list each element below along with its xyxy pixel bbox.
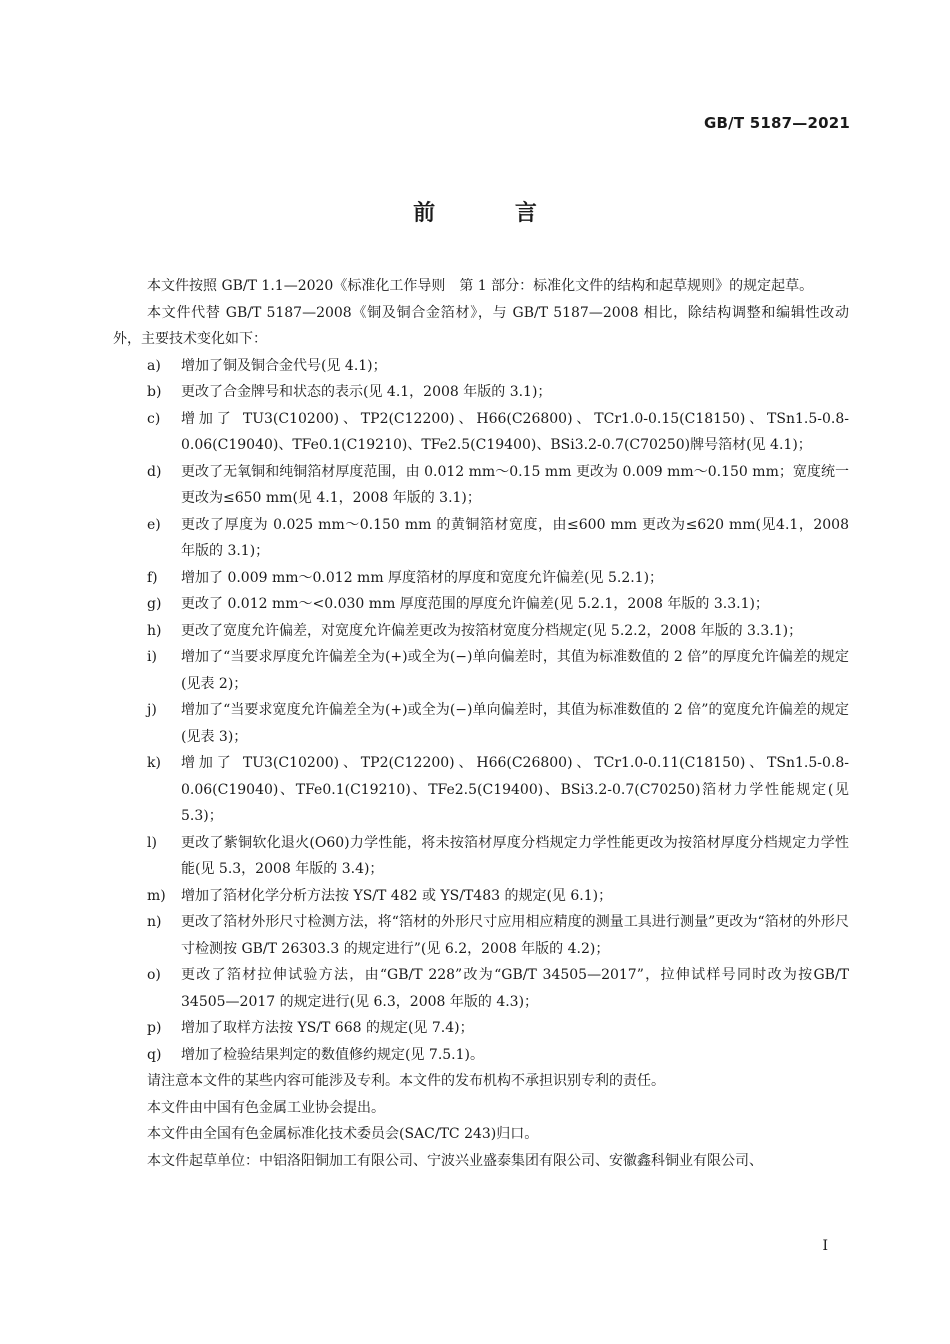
paragraph-proposed-by: 本文件由中国有色金属工业协会提出。 bbox=[147, 1099, 385, 1116]
item-text: 增加了 0.009 mm～0.012 mm 厚度箔材的厚度和宽度允许偏差(见 5.2.1)； bbox=[181, 569, 664, 586]
change-item-o bbox=[113, 962, 849, 1015]
change-item-p bbox=[113, 1015, 849, 1042]
item-label: m) bbox=[147, 887, 166, 904]
item-text: 更改了箔材拉伸试验方法，由“GB/T 228”改为“GB/T 34505—2017”，拉伸试样号同时改为按GB/T 34505—2017 的规定进行(见 6.3，2008 年版的 4.3)； bbox=[181, 967, 849, 1010]
item-text: 增加了铜及铜合金代号(见 4.1)； bbox=[181, 357, 387, 374]
item-text: 更改了合金牌号和状态的表示(见 4.1，2008 年版的 3.1)； bbox=[181, 384, 552, 400]
item-label: i) bbox=[147, 649, 157, 665]
item-text: 更改了厚度为 0.025 mm～0.150 mm 的黄铜箔材宽度，由≤600 mm 更改为≤620 mm(见4.1，2008 年版的 3.1)； bbox=[181, 516, 849, 559]
change-item-e bbox=[113, 512, 849, 565]
item-label: n) bbox=[147, 914, 162, 930]
item-text: 更改了宽度允许偏差，对宽度允许偏差更改为按箔材宽度分档规定(见 5.2.2，2008 年版的 3.3.1)； bbox=[181, 622, 803, 639]
change-item-n bbox=[113, 909, 849, 962]
item-text: 增加了“当要求厚度允许偏差全为(+)或全为(−)单向偏差时，其值为标准数值的 2 倍”的厚度允许偏差的规定(见表 2)； bbox=[181, 649, 849, 692]
page-title: 前 言 bbox=[413, 201, 573, 226]
paragraph-drafting-units: 本文件起草单位：中铝洛阳铜加工有限公司、宁波兴业盛泰集团有限公司、安徽鑫科铜业有限公司、 bbox=[147, 1152, 763, 1169]
item-text: 增加了“当要求宽度允许偏差全为(+)或全为(−)单向偏差时，其值为标准数值的 2 倍”的宽度允许偏差的规定(见表 3)； bbox=[181, 702, 849, 745]
page-number: I bbox=[822, 1238, 828, 1254]
item-text: 增加了 TU3(C10200)、TP2(C12200)、H66(C26800)、TCr1.0-0.11(C18150)、TSn1.5-0.8-0.06(C19040)、TFe0.1(C19210)、TFe2.5(C19400)、BSi3.2-0.7(C70250)箔材力学性能规定(见5.3)； bbox=[181, 755, 849, 824]
document-body bbox=[113, 273, 849, 1174]
change-item-f bbox=[113, 565, 849, 592]
paragraph-replacement: 本文件代替 GB/T 5187—2008《铜及铜合金箔材》，与 GB/T 5187—2008 相比，除结构调整和编辑性改动外，主要技术变化如下： bbox=[113, 304, 849, 347]
item-label: k) bbox=[147, 755, 161, 771]
item-label: c) bbox=[147, 410, 161, 427]
item-text: 更改了 0.012 mm～<0.030 mm 厚度范围的厚度允许偏差(见 5.2.1，2008 年版的 3.3.1)； bbox=[181, 596, 769, 612]
item-label: f) bbox=[147, 569, 158, 586]
item-label: p) bbox=[147, 1020, 162, 1036]
item-text: 增加了取样方法按 YS/T 668 的规定(见 7.4)； bbox=[181, 1020, 474, 1036]
paragraph-patent-notice: 请注意本文件的某些内容可能涉及专利。本文件的发布机构不承担识别专利的责任。 bbox=[147, 1073, 665, 1089]
item-label: q) bbox=[147, 1046, 162, 1063]
item-label: b) bbox=[147, 384, 162, 400]
item-label: l) bbox=[147, 834, 157, 851]
change-item-k bbox=[113, 750, 849, 830]
change-item-c bbox=[113, 406, 849, 459]
standard-number: GB/T 5187—2021 bbox=[704, 114, 850, 132]
paragraph-centralized-by: 本文件由全国有色金属标准化技术委员会(SAC/TC 243)归口。 bbox=[147, 1126, 539, 1142]
item-text: 更改了箔材外形尺寸检测方法，将“箔材的外形尺寸应用相应精度的测量工具进行测量”更改为“箔材的外形尺寸检测按 GB/T 26303.3 的规定进行”(见 6.2，2008 年版的 4.2)； bbox=[181, 914, 849, 957]
change-item-h bbox=[113, 618, 849, 645]
item-text: 增加了箔材化学分析方法按 YS/T 482 或 YS/T483 的规定(见 6.1)； bbox=[181, 887, 613, 904]
item-text: 增加了检验结果判定的数值修约规定(见 7.5.1)。 bbox=[181, 1046, 484, 1063]
change-item-g bbox=[113, 591, 849, 618]
item-text: 更改了紫铜软化退火(O60)力学性能，将未按箔材厚度分档规定力学性能更改为按箔材厚度分档规定力学性能(见 5.3，2008 年版的 3.4)； bbox=[181, 834, 849, 877]
item-text: 更改了无氧铜和纯铜箔材厚度范围，由 0.012 mm～0.15 mm 更改为 0.009 mm～0.150 mm；宽度统一更改为≤650 mm(见 4.1，2008 年版的 3.1)； bbox=[181, 463, 849, 506]
change-item-b bbox=[113, 379, 849, 406]
item-label: h) bbox=[147, 622, 162, 639]
item-text: 增加了 TU3(C10200)、TP2(C12200)、H66(C26800)、TCr1.0-0.15(C18150)、TSn1.5-0.8-0.06(C19040)、TFe0.1(C19210)、TFe2.5(C19400)、BSi3.2-0.7(C70250)牌号箔材(见 4.1)； bbox=[181, 410, 849, 453]
change-item-m bbox=[113, 883, 849, 910]
paragraph-drafting-rules: 本文件按照 GB/T 1.1—2020《标准化工作导则 第 1 部分：标准化文件的结构和起草规则》的规定起草。 bbox=[147, 278, 814, 294]
item-label: e) bbox=[147, 516, 161, 533]
change-item-q bbox=[113, 1042, 849, 1069]
item-label: d) bbox=[147, 463, 162, 480]
change-item-l bbox=[113, 830, 849, 883]
change-item-a bbox=[113, 353, 849, 380]
item-label: o) bbox=[147, 967, 161, 983]
change-item-d bbox=[113, 459, 849, 512]
item-label: g) bbox=[147, 596, 162, 612]
change-item-j bbox=[113, 697, 849, 750]
item-label: j) bbox=[147, 702, 157, 718]
change-item-i bbox=[113, 644, 849, 697]
item-label: a) bbox=[147, 357, 161, 374]
